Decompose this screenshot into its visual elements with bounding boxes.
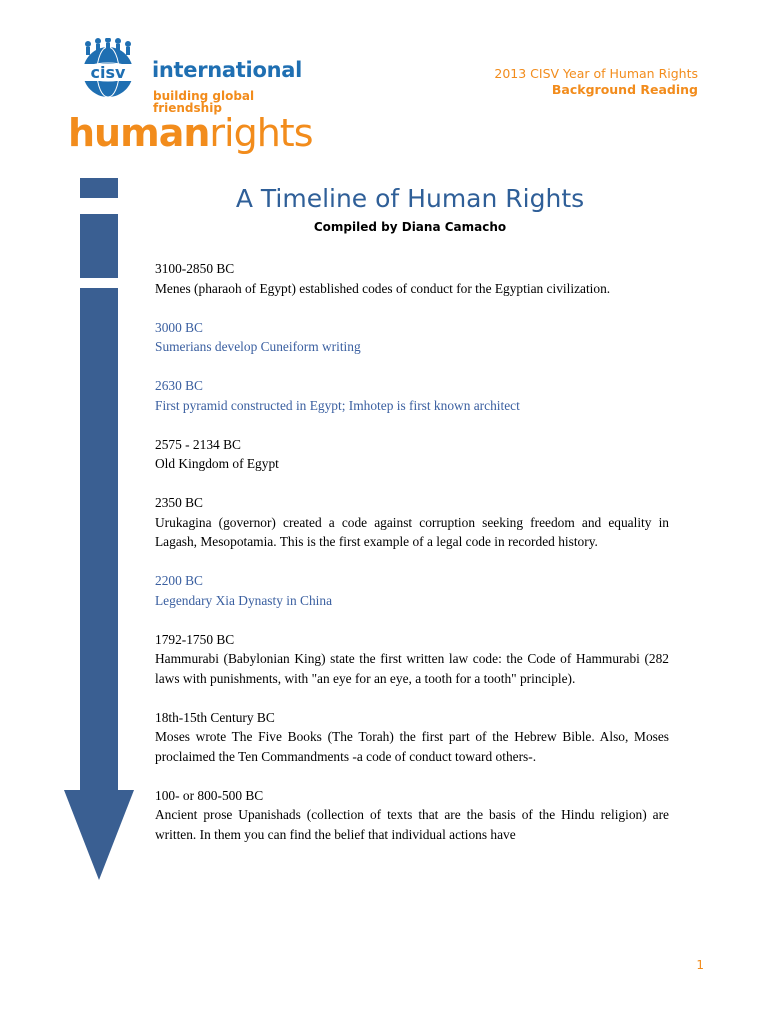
wordmark-human: human <box>68 111 210 155</box>
timeline-entry <box>155 259 669 298</box>
timeline-arrow-icon <box>64 178 134 880</box>
entry-date: 2350 BC <box>155 495 203 510</box>
header-reading-label <box>494 66 698 98</box>
timeline-entry <box>155 493 669 552</box>
entry-text: Sumerians develop Cuneiform writing <box>155 339 361 354</box>
header-year-line: 2013 CISV Year of Human Rights <box>494 66 698 81</box>
timeline-list <box>155 259 669 864</box>
entry-text: Ancient prose Upanishads (collection of texts that are the basis of the Hindu religion) are written. In them you can find the belief that individual actions have <box>155 807 669 842</box>
entry-text: Old Kingdom of Egypt <box>155 456 279 471</box>
human-rights-wordmark <box>68 111 313 155</box>
entry-date: 2575 - 2134 BC <box>155 436 241 452</box>
header-reading-line: Background Reading <box>551 82 698 97</box>
entry-date: 2630 BC <box>155 378 203 393</box>
timeline-entry <box>155 571 669 610</box>
entry-date: 100- or 800-500 BC <box>155 787 264 803</box>
entry-date: 3000 BC <box>155 319 203 335</box>
timeline-entry <box>155 435 669 474</box>
logo-international: international <box>152 58 302 82</box>
page-subtitle: Compiled by Diana Camacho <box>313 220 507 234</box>
entry-text: Urukagina (governor) created a code against corruption seeking freedom and equality in Lagash, Mesopotamia. This is the first example of a legal code in recorded history. <box>155 514 669 549</box>
timeline-entry <box>155 786 669 845</box>
entry-text: Hammurabi (Babylonian King) state the first written law code: the Code of Hammurabi (282 laws with punishments, with "an eye for an eye, a tooth for a tooth" principle). <box>155 651 669 686</box>
entry-text: Moses wrote The Five Books (The Torah) the first part of the Hebrew Bible. Also, Moses proclaimed the Ten Commandments -a code of conduct toward others-. <box>155 729 669 764</box>
entry-text: First pyramid constructed in Egypt; Imhotep is first known architect <box>155 397 520 413</box>
logo-cisv-text: cisv <box>90 63 126 82</box>
timeline-entry <box>155 630 669 689</box>
page-number: 1 <box>696 958 704 972</box>
entry-text: Legendary Xia Dynasty in China <box>155 592 333 608</box>
cisv-logo <box>68 38 318 160</box>
entry-date: 18th-15th Century BC <box>155 709 275 725</box>
timeline-entry <box>155 318 669 357</box>
timeline-entry <box>155 708 669 767</box>
entry-date: 2200 BC <box>155 573 203 588</box>
entry-date: 3100-2850 BC <box>155 261 235 276</box>
timeline-entry <box>155 376 669 415</box>
entry-text: Menes (pharaoh of Egypt) established codes of conduct for the Egyptian civilization. <box>155 280 611 296</box>
cisv-globe-icon <box>68 38 148 100</box>
page-title: A Timeline of Human Rights <box>235 184 585 213</box>
wordmark-rights: rights <box>209 111 313 155</box>
entry-date: 1792-1750 BC <box>155 631 235 647</box>
logo-tagline: building global friendship <box>153 89 255 115</box>
